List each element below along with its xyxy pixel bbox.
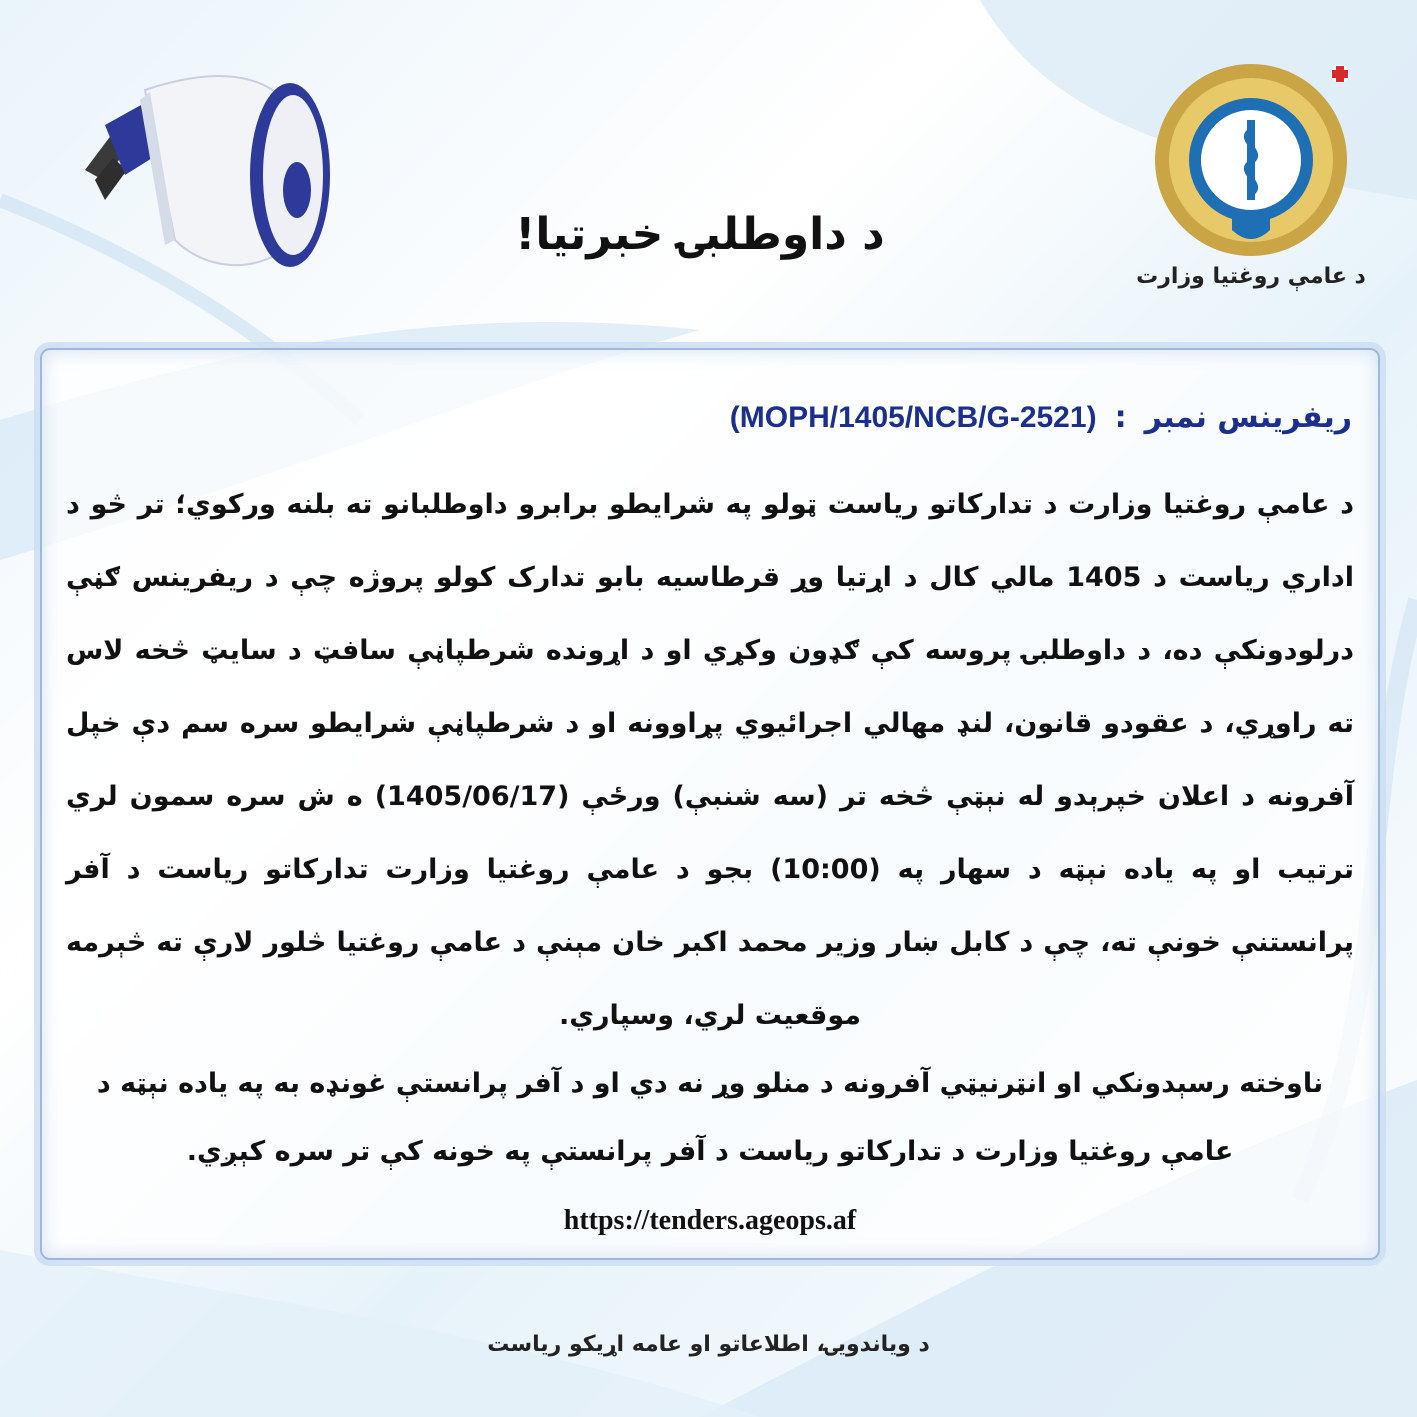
reference-separator: :: [1114, 400, 1127, 435]
notice-panel: [40, 348, 1380, 1260]
megaphone-icon: [55, 30, 345, 290]
ministry-name: د عامې روغتیا وزارت: [1136, 264, 1366, 289]
tenders-url-link[interactable]: https://tenders.ageops.af: [563, 1205, 857, 1236]
reference-label: ریفرینس نمبر: [1144, 400, 1352, 435]
notice-paragraph-1: د عامې روغتیا وزارت د تدارکاتو ریاست ټولو په شرایطو برابرو داوطلبانو ته بلنه ورکوي؛ تر څو د اداري ریاست د 1405 مالي کال د اړتیا وړ قرطاسیه بابو تدارک کولو پروژه چې د ریفرینس ګڼې درلودونکې ده، د داوطلبۍ پروسه کې ګډون وکړي او د اړونده شرطپاڼې سافټ د سایټ څخه لاس ته راوړي، د عقودو قانون، لنډ مهالي اجرائیوي پړاوونه او د شرطپاڼې شرایطو سره سم دې خپل آفرونه د اعلان خپرېدو له نېټې څخه تر (سه شنبې) ورځې (1405/06/17) ه ش سره سمون لري ترتیب او په یاده نېټه د سهار په (10:00) بجو د عامې روغتیا وزارت تدارکاتو ریاست د آفر پرانستنې خونې ته، چې د کابل ښار وزیر محمد اکبر خان مېنې د عامې روغتیا څلور لارې ته څېرمه موقعیت لري، وسپاري.: [66, 489, 1354, 1031]
reference-number: (MOPH/1405/NCB/G-2521): [729, 401, 1097, 434]
ministry-emblem-icon: [1140, 60, 1362, 270]
notice-paragraph-2: ناوخته رسېدونکي او انټرنيټي آفرونه د منلو وړ نه دي او د آفر پرانستې غونډه به په یاده نېټه د عامې روغتیا وزارت د تدارکاتو ریاست د آفر پرانستې په خونه کې تر سره کېږي.: [96, 1068, 1324, 1167]
reference-line: [452, 390, 1352, 446]
page-title: د داوطلبۍ خبرتیا!: [515, 209, 885, 260]
footer-department: د ویاندویۍ، اطلاعاتو او عامه اړیکو ریاست: [487, 1332, 930, 1357]
